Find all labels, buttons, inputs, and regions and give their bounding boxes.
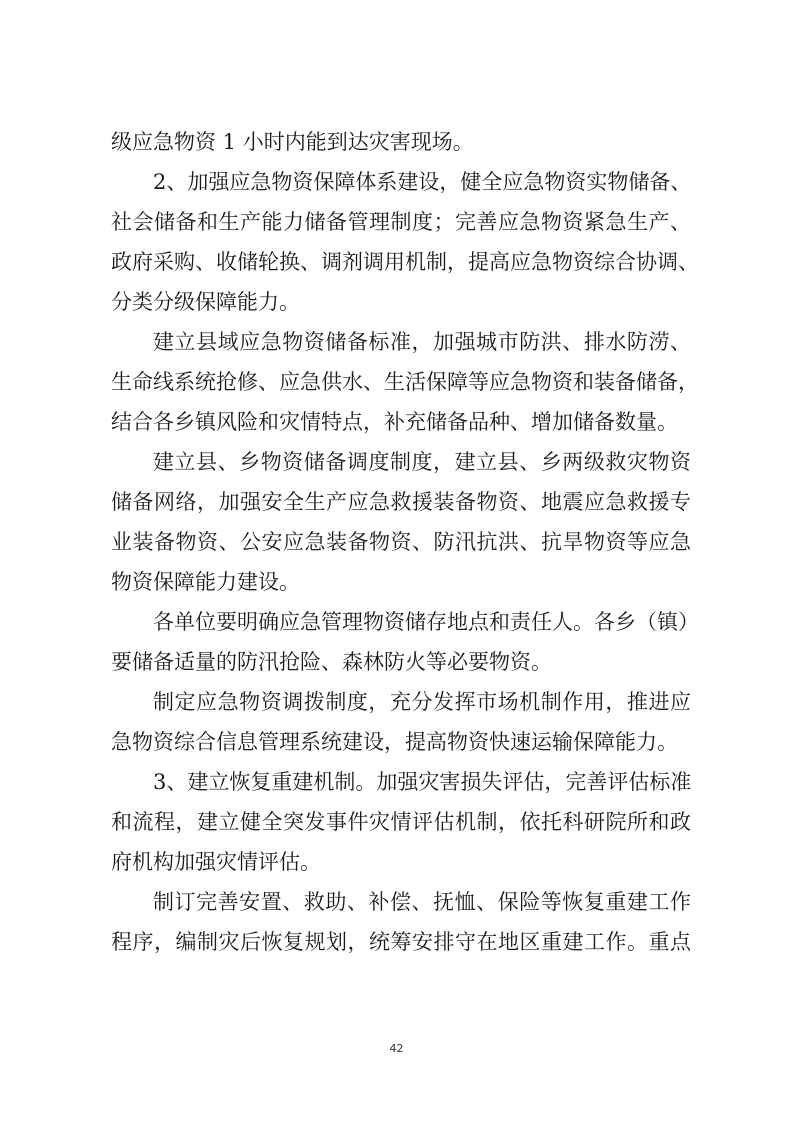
text-line: 建立县、乡物资储备调度制度，建立县、乡两级救灾物资 xyxy=(153,450,691,474)
text-line: 制定应急物资调拨制度，充分发挥市场机制作用，推进应 xyxy=(153,690,691,714)
text-line: 和流程，建立健全突发事件灾情评估机制，依托科研院所和政 xyxy=(111,810,691,834)
text-line: 结合各乡镇风险和灾情特点，补充储备品种、增加储备数量。 xyxy=(111,410,678,434)
text-line: 储备网络，加强安全生产应急救援装备物资、地震应急救援专 xyxy=(111,490,691,514)
text-line: 物资保障能力建设。 xyxy=(111,570,300,594)
text-line: 程序，编制灾后恢复规划，统筹安排守在地区重建工作。重点 xyxy=(111,930,691,954)
text-line: 制订完善安置、救助、补偿、抚恤、保险等恢复重建工作 xyxy=(153,890,691,914)
text-line: 社会储备和生产能力储备管理制度；完善应急物资紧急生产、 xyxy=(111,210,691,234)
text-line: 2、加强应急物资保障体系建设，健全应急物资实物储备、 xyxy=(153,170,692,194)
text-line: 3、建立恢复重建机制。加强灾害损失评估，完善评估标准 xyxy=(153,770,692,794)
text-line: 要储备适量的防汛抢险、森林防火等必要物资。 xyxy=(111,650,552,674)
text-line: 各单位要明确应急管理物资储存地点和责任人。各乡（镇） xyxy=(153,610,699,634)
text-line: 政府采购、收储轮换、调剂调用机制，提高应急物资综合协调、 xyxy=(111,250,699,274)
body-text xyxy=(111,122,699,962)
text-line: 府机构加强灾情评估。 xyxy=(111,850,321,874)
text-line: 级应急物资 1 小时内能到达灾害现场。 xyxy=(111,130,474,154)
text-line: 分类分级保障能力。 xyxy=(111,290,300,314)
text-line: 业装备物资、公安应急装备物资、防汛抗洪、抗旱物资等应急 xyxy=(111,530,691,554)
page-number: 42 xyxy=(389,1042,404,1055)
text-line: 建立县域应急物资储备标准，加强城市防洪、排水防涝、 xyxy=(153,330,691,354)
text-line: 急物资综合信息管理系统建设，提高物资快速运输保障能力。 xyxy=(111,730,678,754)
text-line: 生命线系统抢修、应急供水、生活保障等应急物资和装备储备， xyxy=(111,370,699,394)
